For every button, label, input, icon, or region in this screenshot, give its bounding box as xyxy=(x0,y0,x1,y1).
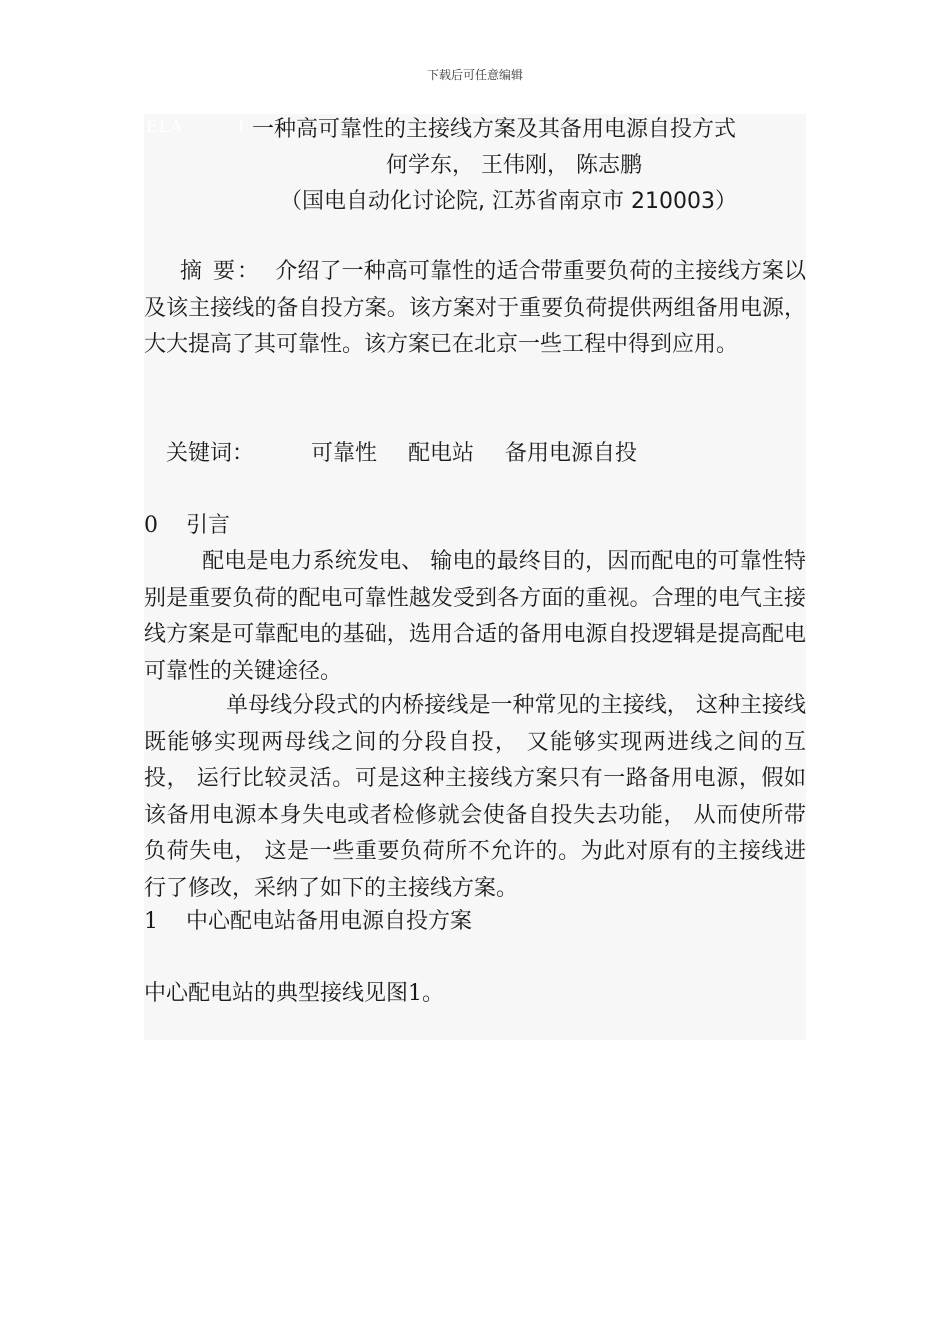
keyword-item: 可靠性 xyxy=(311,441,378,466)
paragraph-text: 单母线分段式的内桥接线是一种常见的主接线， 这种主接线既能够实现两母线之间的分段自投， 又能够实现两进线之间的互投， 运行比较灵活。可是这种主接线方案只有一路备用电源，假如该备用电源本身失电或者检修就会使备自投失去功能， 从而使所带负荷失电， 这是一些重要负荷所不允许的。为此对原有的主接线进行了修改，采纳了如下的主接线方案。 xyxy=(144,693,806,901)
abstract-text: 介绍了一种高可靠性的适合带重要负荷的主接线方案以及该主接线的备自投方案。该方案对于重要负荷提供两组备用电源，大大提高了其可靠性。该方案已在北京一些工程中得到应用。 xyxy=(144,259,806,357)
authors: 何学东， 王伟刚， 陈志鹏 xyxy=(386,153,642,178)
paragraph-end: 。 xyxy=(422,981,445,1006)
faint-marker-2: I xyxy=(238,117,245,136)
keywords xyxy=(166,436,661,472)
keywords-label: 关键词： xyxy=(166,441,255,466)
abstract xyxy=(144,254,806,364)
abstract-label: 摘 要： xyxy=(180,259,261,284)
faint-marker: ELA xyxy=(146,117,183,136)
paragraph-text: 中心配电站的典型接线见图 xyxy=(144,981,409,1006)
keyword-item: 备用电源自投 xyxy=(505,441,638,466)
header-note: 下载后可任意编辑 xyxy=(426,68,523,82)
section-number: 1 xyxy=(144,909,158,934)
section-heading-1 xyxy=(144,904,472,940)
paragraph-intro-1 xyxy=(144,544,806,690)
section-title: 中心配电站备用电源自投方案 xyxy=(185,909,472,934)
document-title: 一种高可靠性的主接线方案及其备用电源自投方式 xyxy=(252,117,737,142)
keyword-item: 配电站 xyxy=(408,441,475,466)
paragraph-text: 配电是电力系统发电、 输电的最终目的，因而配电的可靠性特别是重要负荷的配电可靠性越发受到各方面的重视。合理的电气主接线方案是可靠配电的基础，选用合适的备用电源自投逻辑是提高配电可靠性的关键途径。 xyxy=(144,549,806,684)
paragraph-intro-2 xyxy=(144,688,806,907)
affiliation: （国电自动化讨论院, 江苏省南京市 210003） xyxy=(280,189,737,214)
paragraph-figure-ref xyxy=(144,976,444,1012)
section-title: 引言 xyxy=(185,513,230,538)
section-heading-0 xyxy=(144,508,230,544)
section-number: 0 xyxy=(144,513,158,538)
figure-number: 1 xyxy=(408,981,423,1006)
